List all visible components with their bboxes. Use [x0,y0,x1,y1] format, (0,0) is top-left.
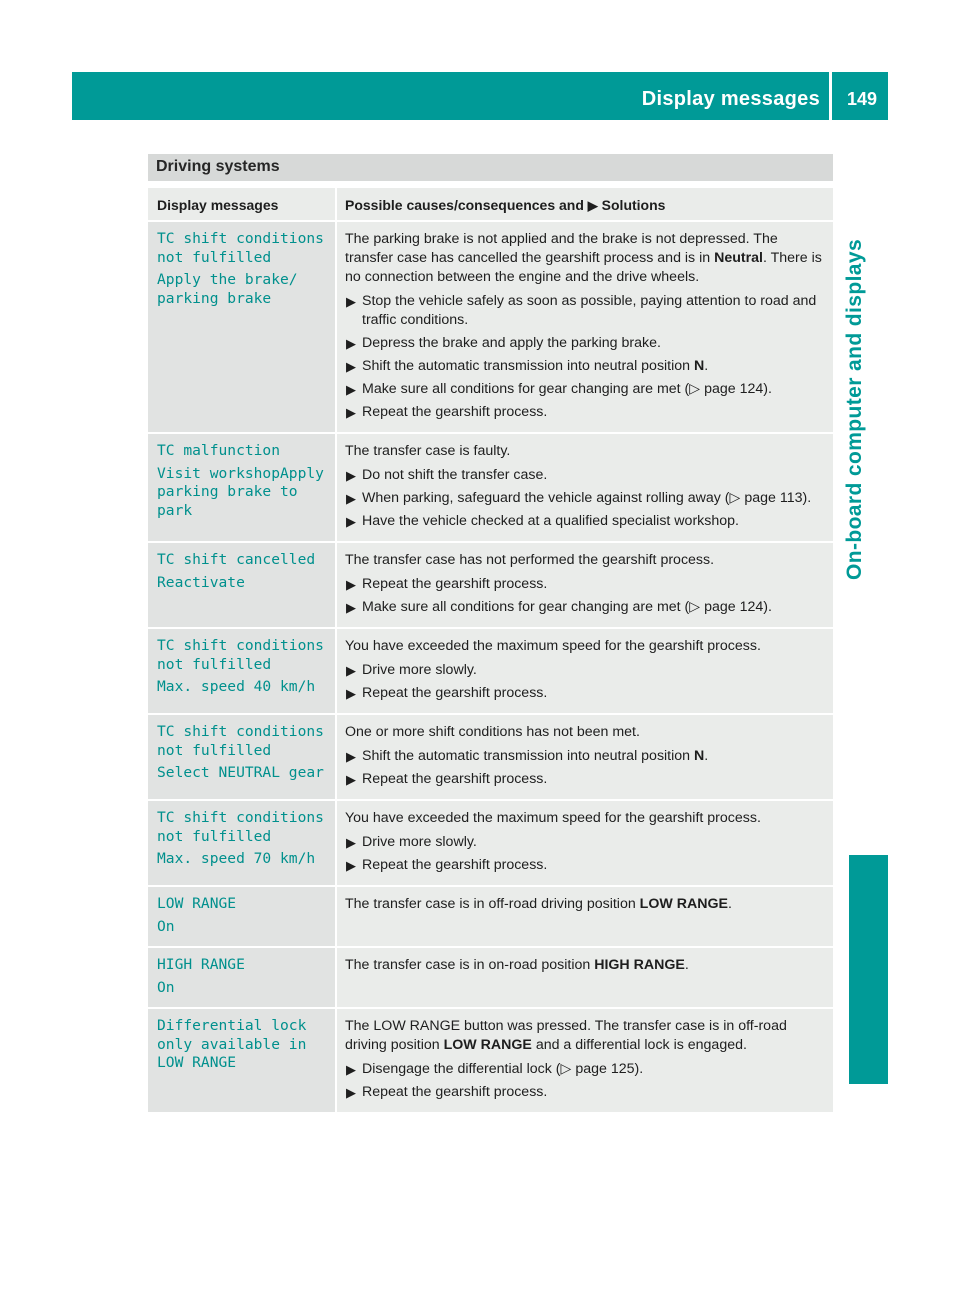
solution-step [345,334,827,353]
step-arrow-icon: ▶ [346,858,356,873]
message-line: Select NEUTRAL gear [157,764,324,781]
message-line: parking brake to [157,483,298,500]
step-text: When parking, safeguard the vehicle against rolling away (▷ page 113). [362,490,812,506]
bold-term: LOW RANGE [443,1037,532,1053]
side-tab-label: On-board computer and displays [843,238,866,580]
step-text: Make sure all conditions for gear changing are met (▷ page 124). [362,381,772,397]
bold-term: LOW RANGE [639,896,728,912]
solution-step [345,403,827,422]
step-arrow-icon: ▶ [346,294,356,309]
page-number: 149 [846,89,877,109]
message-line: On [157,917,175,935]
message-line: Reactivate [157,573,245,591]
solution-step [345,1060,827,1079]
step-text: Repeat the gearshift process. [362,685,548,701]
solution-cell [335,627,833,713]
step-arrow-icon: ▶ [346,382,356,397]
message-line: TC shift conditions [157,809,324,826]
page-title: Display messages [641,88,820,110]
display-message-cell [148,799,335,885]
column-header-solutions [335,188,833,220]
message-line: TC shift conditions [157,230,324,247]
step-arrow-icon: ▶ [346,336,356,351]
display-message-cell [148,541,335,627]
step-arrow-icon: ▶ [346,600,356,615]
solution-step [345,292,827,330]
solution-step [345,684,827,703]
message-line: not fulfilled [157,827,272,845]
step-text: Repeat the gearshift process. [362,404,548,420]
solution-cell [335,799,833,885]
step-text: Repeat the gearshift process. [362,576,548,592]
step-text: Disengage the differential lock (▷ page 125). [362,1061,644,1077]
solution-step [345,575,827,594]
message-line: Max. speed 40 km/h [157,678,316,695]
message-line: LOW RANGE [157,1054,237,1071]
gear-position: N [694,358,705,374]
step-text: Have the vehicle checked at a qualified specialist workshop. [362,513,739,529]
step-text: Repeat the gearshift process. [362,771,548,787]
message-line: Differential lock [157,1017,307,1034]
step-arrow-icon: ▶ [346,749,356,764]
message-line: TC malfunction [157,442,281,459]
solution-step [345,833,827,852]
display-message-cell [148,627,335,713]
step-arrow-icon: ▶ [346,1062,356,1077]
column-header-messages: Display messages [148,188,335,220]
display-message-cell [148,713,335,799]
display-message-cell [148,1007,335,1112]
solution-step [345,357,827,376]
message-line: TC shift conditions [157,723,324,740]
solution-cell [335,885,833,946]
step-text: Shift the automatic transmission into neutral position N. [362,748,709,764]
display-message-cell [148,432,335,541]
solution-cell [335,713,833,799]
cause-text: The transfer case is faulty. [345,443,511,459]
message-line: LOW RANGE [157,895,237,912]
message-line: park [157,501,193,519]
step-arrow-icon: ▶ [346,686,356,701]
solution-step [345,466,827,485]
section-title: Driving systems [148,154,833,181]
step-text: Drive more slowly. [362,834,477,850]
bold-term: HIGH RANGE [594,957,685,973]
cause-text: The parking brake is not applied and the brake is not depressed. The transfer case has cancelled the gearshift process and is in Neutral. There is no connection between the engine and the drive wheels. [345,231,822,285]
solution-step [345,747,827,766]
solution-cell [335,946,833,1007]
message-line: TC shift conditions [157,637,324,654]
display-message-cell [148,885,335,946]
cause-text: One or more shift conditions has not been met. [345,724,640,740]
side-tab-marker [849,855,888,1084]
message-line: On [157,978,175,996]
message-line: only available in [157,1035,307,1053]
play-arrow-icon: ▶ [587,198,598,213]
step-text: Repeat the gearshift process. [362,1084,548,1100]
cause-text: The transfer case is in on-road position HIGH RANGE. [345,957,689,973]
step-text: Stop the vehicle safely as soon as possible, paying attention to road and traffic conditions. [362,293,817,328]
solution-step [345,1083,827,1102]
step-text: Depress the brake and apply the parking brake. [362,335,661,351]
message-line: Apply the brake/ [157,271,298,288]
solution-step [345,661,827,680]
step-arrow-icon: ▶ [346,359,356,374]
step-arrow-icon: ▶ [346,514,356,529]
bold-term: Neutral [714,250,763,266]
step-arrow-icon: ▶ [346,1085,356,1100]
message-line: TC shift cancelled [157,551,316,568]
step-arrow-icon: ▶ [346,468,356,483]
cause-text: You have exceeded the maximum speed for the gearshift process. [345,638,761,654]
message-line: not fulfilled [157,655,272,673]
header-suffix: Solutions [597,197,666,213]
message-line: parking brake [157,289,272,307]
page-header [72,72,888,120]
step-arrow-icon: ▶ [346,835,356,850]
solution-step [345,380,827,399]
step-text: Do not shift the transfer case. [362,467,548,483]
message-line: HIGH RANGE [157,956,245,973]
solution-cell [335,1007,833,1112]
header-prefix: Possible causes/consequences and [345,197,588,213]
gear-position: N [694,748,705,764]
cause-text: The transfer case is in off-road driving position LOW RANGE. [345,896,732,912]
cause-text: You have exceeded the maximum speed for the gearshift process. [345,810,761,826]
solution-step [345,489,827,508]
message-line: Visit workshopApply [157,464,324,482]
solution-step [345,512,827,531]
step-arrow-icon: ▶ [346,772,356,787]
step-text: Drive more slowly. [362,662,477,678]
solution-step [345,856,827,875]
step-arrow-icon: ▶ [346,491,356,506]
solution-cell [335,541,833,627]
step-text: Make sure all conditions for gear changing are met (▷ page 124). [362,599,772,615]
solution-step [345,598,827,617]
step-text: Repeat the gearshift process. [362,857,548,873]
cause-text: The LOW RANGE button was pressed. The transfer case is in off-road driving position LOW RANGE and a differential lock is engaged. [345,1018,787,1053]
cause-text: The transfer case has not performed the gearshift process. [345,552,715,568]
solution-step [345,770,827,789]
solution-cell [335,220,833,432]
header-divider [829,72,832,120]
display-messages-table [148,188,833,1112]
solution-cell [335,432,833,541]
step-text: Shift the automatic transmission into neutral position N. [362,358,709,374]
step-arrow-icon: ▶ [346,577,356,592]
step-arrow-icon: ▶ [346,663,356,678]
message-line: Max. speed 70 km/h [157,850,316,867]
display-message-cell [148,946,335,1007]
message-line: not fulfilled [157,248,272,266]
step-arrow-icon: ▶ [346,405,356,420]
message-line: not fulfilled [157,741,272,759]
display-message-cell [148,220,335,432]
